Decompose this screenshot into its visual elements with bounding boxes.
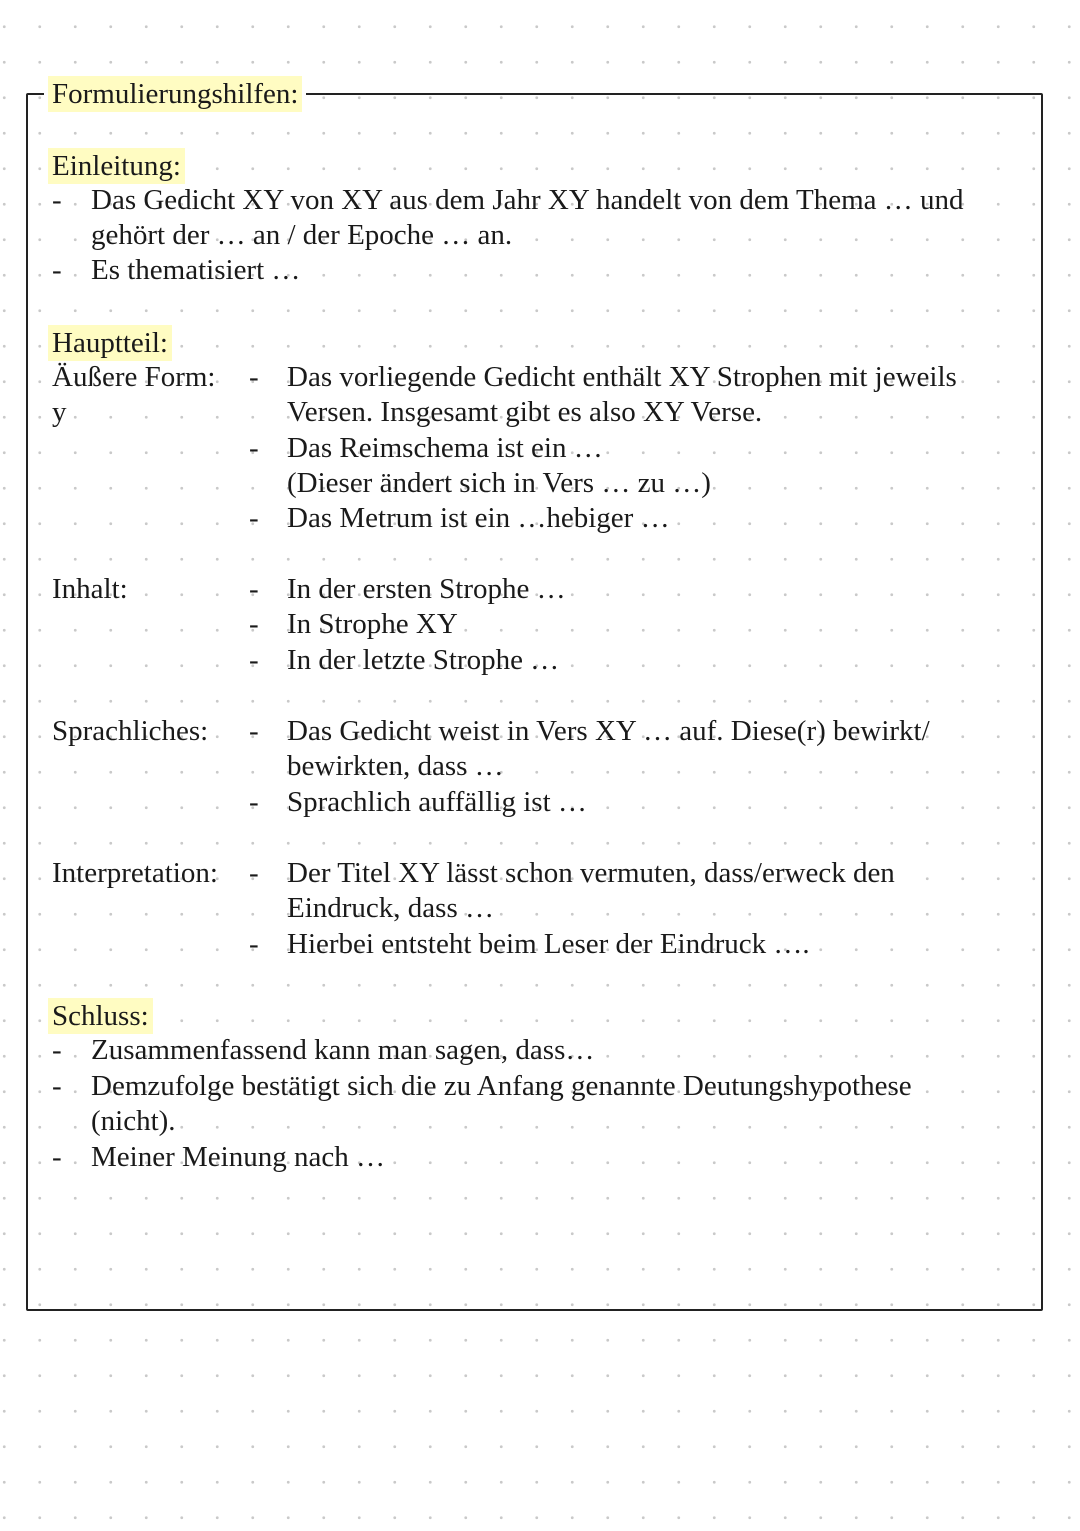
bullet-dash: - bbox=[249, 573, 259, 605]
bullet-dash: - bbox=[249, 432, 259, 464]
bullet-dash: - bbox=[249, 608, 259, 640]
bullet-dash: - bbox=[52, 184, 62, 216]
list-item-text: Versen. Insgesamt gibt es also XY Verse. bbox=[287, 396, 763, 428]
bullet-dash: - bbox=[249, 715, 259, 747]
section-heading-schluss: Schluss: bbox=[48, 998, 153, 1034]
bullet-dash: - bbox=[249, 786, 259, 818]
list-item-text: Das Metrum ist ein …hebiger … bbox=[287, 502, 670, 534]
bullet-dash: - bbox=[52, 254, 62, 286]
bullet-dash: - bbox=[52, 1034, 62, 1066]
bullet-dash: - bbox=[249, 502, 259, 534]
list-item-text: gehört der … an / der Epoche … an. bbox=[91, 219, 513, 251]
list-item-text: In der ersten Strophe … bbox=[287, 573, 566, 605]
list-item-text: Das Gedicht XY von XY aus dem Jahr XY handelt von dem Thema … und bbox=[91, 184, 964, 216]
list-item-text: Hierbei entsteht beim Leser der Eindruck …. bbox=[287, 928, 810, 960]
list-item-text: (Dieser ändert sich in Vers … zu …) bbox=[287, 467, 711, 499]
list-item-text: Das vorliegende Gedicht enthält XY Strophen mit jeweils bbox=[287, 361, 957, 393]
label-aeussere-form: Äußere Form: bbox=[52, 361, 216, 393]
bullet-dash: - bbox=[52, 1141, 62, 1173]
list-item-text: Das Reimschema ist ein … bbox=[287, 432, 603, 464]
bullet-dash: - bbox=[249, 928, 259, 960]
list-item-text: Es thematisiert … bbox=[91, 254, 301, 286]
list-item-text: Meiner Meinung nach … bbox=[91, 1141, 385, 1173]
bullet-dash: - bbox=[52, 1070, 62, 1102]
list-item-text: bewirkten, dass … bbox=[287, 750, 504, 782]
list-item-text: (nicht). bbox=[91, 1105, 176, 1137]
list-item-text: Der Titel XY lässt schon vermuten, dass/erweck den bbox=[287, 857, 895, 889]
label-interpretation: Interpretation: bbox=[52, 857, 218, 889]
stray-letter: y bbox=[52, 396, 67, 428]
list-item-text: Demzufolge bestätigt sich die zu Anfang genannte Deutungshypothese bbox=[91, 1070, 912, 1102]
list-item-text: In der letzte Strophe … bbox=[287, 644, 560, 676]
list-item-text: Eindruck, dass … bbox=[287, 892, 494, 924]
label-inhalt: Inhalt: bbox=[52, 573, 128, 605]
page-title: Formulierungshilfen: bbox=[48, 76, 302, 112]
bullet-dash: - bbox=[249, 644, 259, 676]
list-item-text: Zusammenfassend kann man sagen, dass… bbox=[91, 1034, 595, 1066]
label-sprachliches: Sprachliches: bbox=[52, 715, 209, 747]
list-item-text: In Strophe XY bbox=[287, 608, 458, 640]
list-item-text: Das Gedicht weist in Vers XY … auf. Diese(r) bewirkt/ bbox=[287, 715, 930, 747]
bullet-dash: - bbox=[249, 361, 259, 393]
bullet-dash: - bbox=[249, 857, 259, 889]
section-heading-hauptteil: Hauptteil: bbox=[48, 325, 172, 361]
section-heading-einleitung: Einleitung: bbox=[48, 148, 185, 184]
list-item-text: Sprachlich auffällig ist … bbox=[287, 786, 587, 818]
